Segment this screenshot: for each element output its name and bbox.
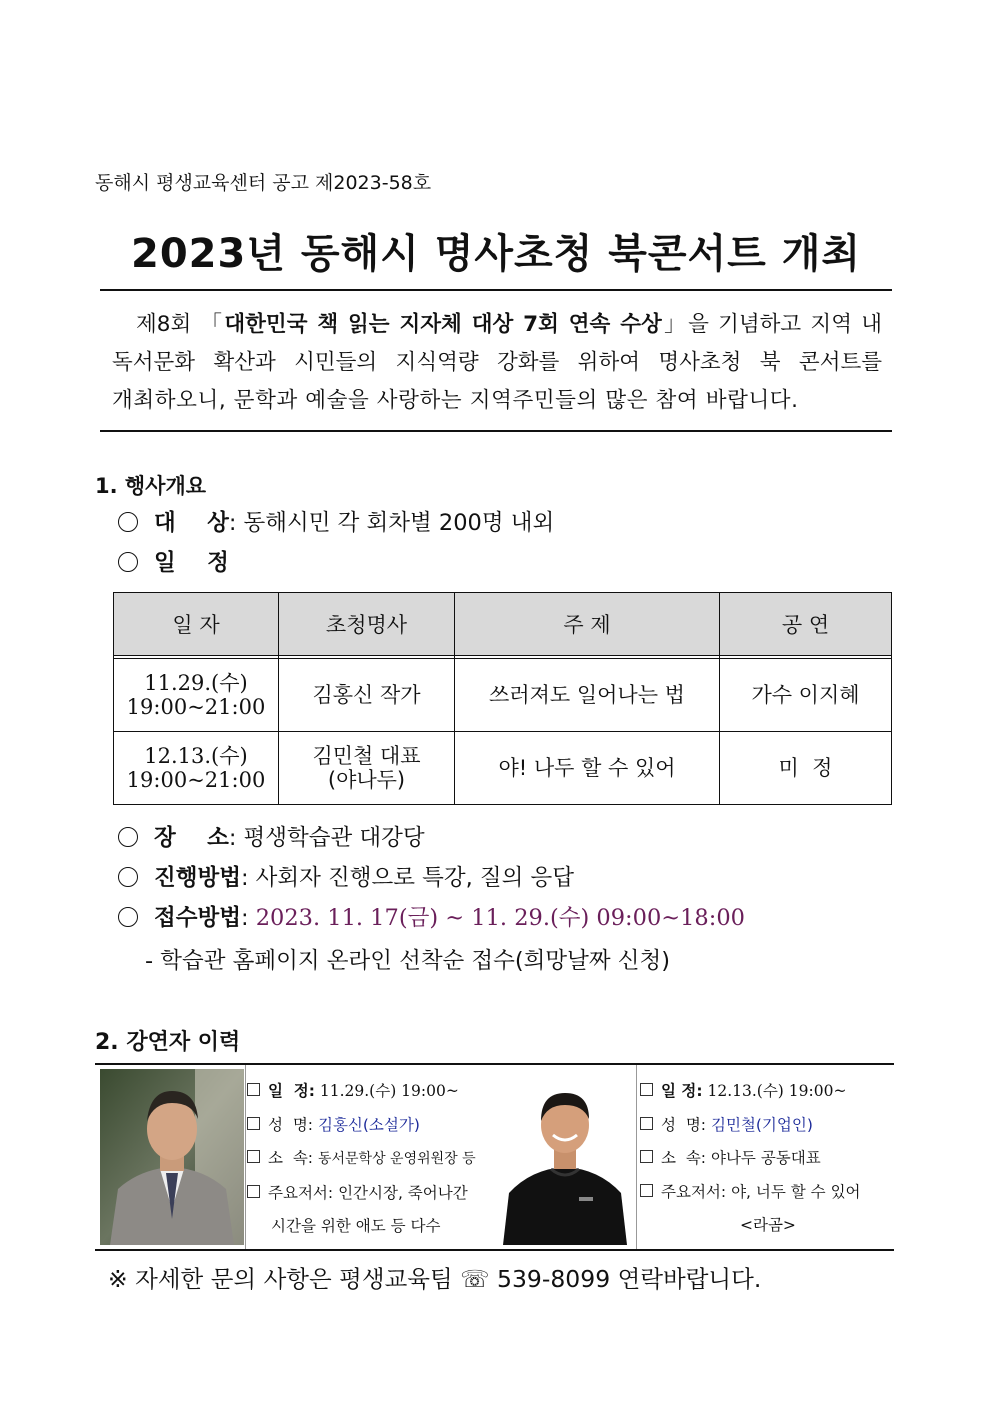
apply-item	[118, 900, 745, 932]
header-performance: 공 연	[720, 593, 892, 656]
circle-bullet-icon	[118, 867, 138, 887]
header-topic: 주 제	[455, 593, 720, 656]
speaker-photo-kim-mincheol	[495, 1069, 635, 1245]
circle-bullet-icon	[118, 512, 138, 532]
notice-number: 동해시 평생교육센터 공고 제2023-58호	[95, 172, 432, 194]
intro-line-1: 제8회 「대한민국 책 읽는 지자체 대상 7회 연속 수상」을 기념하고 지역 내	[136, 312, 882, 337]
speaker-2-name: 성 명: 김민철(기업인)	[640, 1109, 861, 1143]
place-value: : 평생학습관 대강당	[228, 825, 425, 851]
speaker-2-works-cont: <라곰>	[740, 1216, 796, 1234]
intro-highlight: 대한민국 책 읽는 지자체 대상 7회 연속 수상	[224, 312, 662, 337]
row-date: 11.29.(수) 19:00~21:00	[114, 659, 279, 732]
schedule-item	[118, 545, 229, 577]
method-item	[118, 860, 574, 892]
place-label: 장 소	[154, 825, 229, 851]
target-label: 대 상	[154, 510, 229, 536]
target-item	[118, 505, 554, 537]
method-value: : 사회자 진행으로 특강, 질의 응답	[240, 865, 575, 891]
place-item	[118, 820, 425, 852]
intro-line-3: 개최하오니, 문학과 예술을 사랑하는 지역주민들의 많은 참여 바랍니다.	[112, 388, 799, 413]
divider-top	[100, 289, 892, 291]
table-row	[114, 659, 892, 732]
intro-paragraph	[112, 306, 882, 420]
circle-bullet-icon	[118, 552, 138, 572]
row-topic: 야! 나두 할 수 있어	[455, 732, 720, 805]
apply-colon: :	[240, 905, 256, 931]
section-heading-overview: 1. 행사개요	[95, 474, 207, 498]
speaker-2-schedule: 일 정: 12.13.(수) 19:00~	[640, 1075, 861, 1109]
row-date: 12.13.(수) 19:00~21:00	[114, 732, 279, 805]
header-date: 일 자	[114, 593, 279, 656]
row-performance: 미 정	[720, 732, 892, 805]
table-header-row	[114, 593, 892, 656]
checkbox-icon	[247, 1117, 260, 1130]
section-heading-speakers: 2. 강연자 이력	[95, 1030, 241, 1055]
method-label: 진행방법	[154, 865, 241, 891]
speaker-1-schedule: 일 정: 11.29.(수) 19:00~	[247, 1075, 476, 1109]
page-title: 2023년 동해시 명사초청 북콘서트 개최	[131, 231, 861, 277]
speaker-info-2	[640, 1075, 861, 1243]
apply-period: 2023. 11. 17(금) ~ 11. 29.(수) 09:00~18:00	[255, 905, 745, 931]
target-value: : 동해시민 각 회차별 200명 내외	[228, 510, 555, 536]
row-performance: 가수 이지혜	[720, 659, 892, 732]
checkbox-icon	[247, 1083, 260, 1096]
checkbox-icon	[640, 1117, 653, 1130]
checkbox-icon	[640, 1150, 653, 1163]
speaker-1-works: 주요저서: 인간시장, 죽어나간	[247, 1177, 476, 1211]
row-topic: 쓰러져도 일어나는 법	[455, 659, 720, 732]
contact-footer: ※ 자세한 문의 사항은 평생교육팀 ☏ 539-8099 연락바랍니다.	[108, 1265, 762, 1293]
table-row	[114, 732, 892, 805]
checkbox-icon	[640, 1083, 653, 1096]
intro-line-2: 독서문화 확산과 시민들의 지식역량 강화를 위하여 명사초청 북 콘서트를	[112, 350, 882, 375]
divider	[245, 1065, 246, 1249]
checkbox-icon	[640, 1184, 653, 1197]
speaker-2-works: 주요저서: 야, 너두 할 수 있어	[640, 1176, 861, 1210]
checkbox-icon	[247, 1185, 260, 1198]
speaker-2-org: 소 속: 야나두 공동대표	[640, 1142, 861, 1176]
speaker-profiles	[95, 1063, 894, 1251]
row-guest: 김민철 대표 (야나두)	[279, 732, 455, 805]
speaker-1-works-cont: 시간을 위한 애도 등 다수	[271, 1217, 441, 1235]
circle-bullet-icon	[118, 907, 138, 927]
speaker-1-name: 성 명: 김홍신(소설가)	[247, 1109, 476, 1143]
row-guest: 김홍신 작가	[279, 659, 455, 732]
apply-note: - 학습관 홈페이지 온라인 선착순 접수(희망날짜 신청)	[145, 948, 671, 974]
header-guest: 초청명사	[279, 593, 455, 656]
schedule-table	[113, 592, 892, 805]
speaker-info-1	[247, 1075, 476, 1244]
schedule-label: 일 정	[154, 550, 229, 576]
apply-label: 접수방법	[154, 905, 241, 931]
divider	[636, 1065, 637, 1249]
divider-bottom	[100, 430, 892, 432]
checkbox-icon	[247, 1150, 260, 1163]
circle-bullet-icon	[118, 827, 138, 847]
speaker-1-org: 소 속: 동서문학상 운영위원장 등	[247, 1142, 476, 1177]
speaker-photo-kim-hongsin	[100, 1069, 244, 1245]
